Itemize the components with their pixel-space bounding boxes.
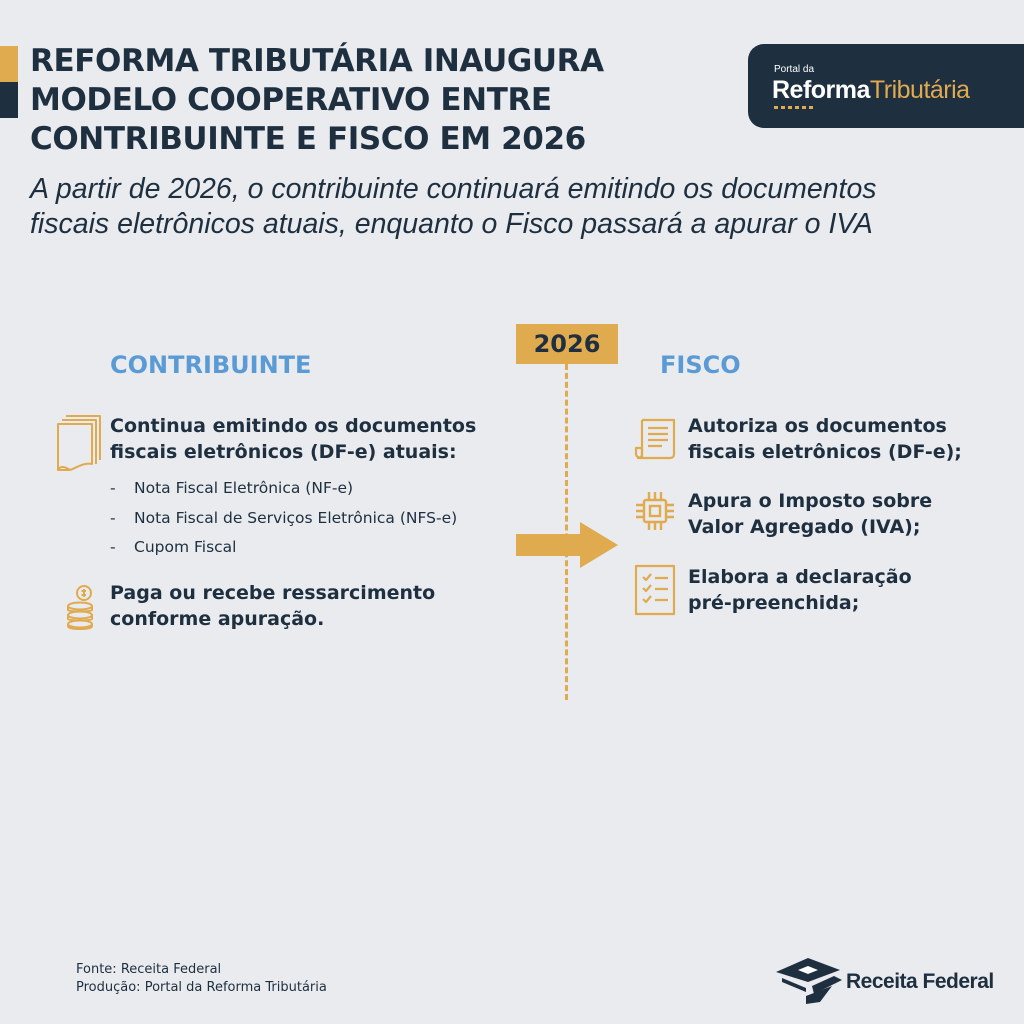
accent-bar-gold [0,46,18,82]
year-badge: 2026 [516,324,618,364]
fisco-item: Autoriza os documentos fiscais eletrônicos (DF-e); [688,415,962,463]
title-line: MODELO COOPERATIVO ENTRE [30,82,552,118]
title-line: REFORMA TRIBUTÁRIA INAUGURA [30,43,604,79]
portal-logo [748,44,1024,128]
portal-logo-name-part2: Tributária [869,76,970,104]
list-item: - Cupom Fiscal [110,538,237,556]
receita-federal-logo-text: Receita Federal [846,970,994,993]
portal-logo-name [772,76,970,105]
fisco-item: Elabora a declaração pré-preenchida; [688,566,912,614]
portal-logo-dots [774,106,814,109]
processor-chip-icon [634,490,676,532]
subtitle-line: A partir de 2026, o contribuinte continuará emitindo os documentos [30,173,877,205]
contribuinte-title: CONTRIBUINTE [110,351,312,379]
receita-federal-logo-icon [776,958,846,1004]
coins-icon [64,584,102,630]
list-item: - Nota Fiscal Eletrônica (NF-e) [110,479,354,497]
documents-list [110,474,457,563]
subtitle-line: fiscais eletrônicos atuais, enquanto o Fisco passará a apurar o IVA [30,208,873,240]
fisco-item: Apura o Imposto sobre Valor Agregado (IVA); [688,490,933,538]
list-item: - Nota Fiscal de Serviços Eletrônica (NFS-e) [110,508,458,527]
page-subtitle [30,172,1010,242]
accent-bar-navy [0,82,18,118]
documents-icon [54,414,102,472]
contribuinte-item: Continua emitindo os documentos fiscais eletrônicos (DF-e) atuais: [110,415,477,463]
footer-credits [76,961,327,997]
receipt-icon [634,418,676,460]
checklist-icon [634,564,676,616]
footer-source: Fonte: Receita Federal [76,962,222,977]
portal-logo-small-text: Portal da [774,64,815,75]
page-title [30,42,730,159]
arrow-right-icon [516,522,618,568]
title-line: CONTRIBUINTE E FISCO EM 2026 [30,121,586,157]
portal-logo-name-part1: Reforma [772,76,870,104]
contribuinte-item: Paga ou recebe ressarcimento conforme apuração. [110,582,436,630]
footer-production: Produção: Portal da Reforma Tributária [76,980,327,995]
fisco-title: FISCO [660,351,741,379]
